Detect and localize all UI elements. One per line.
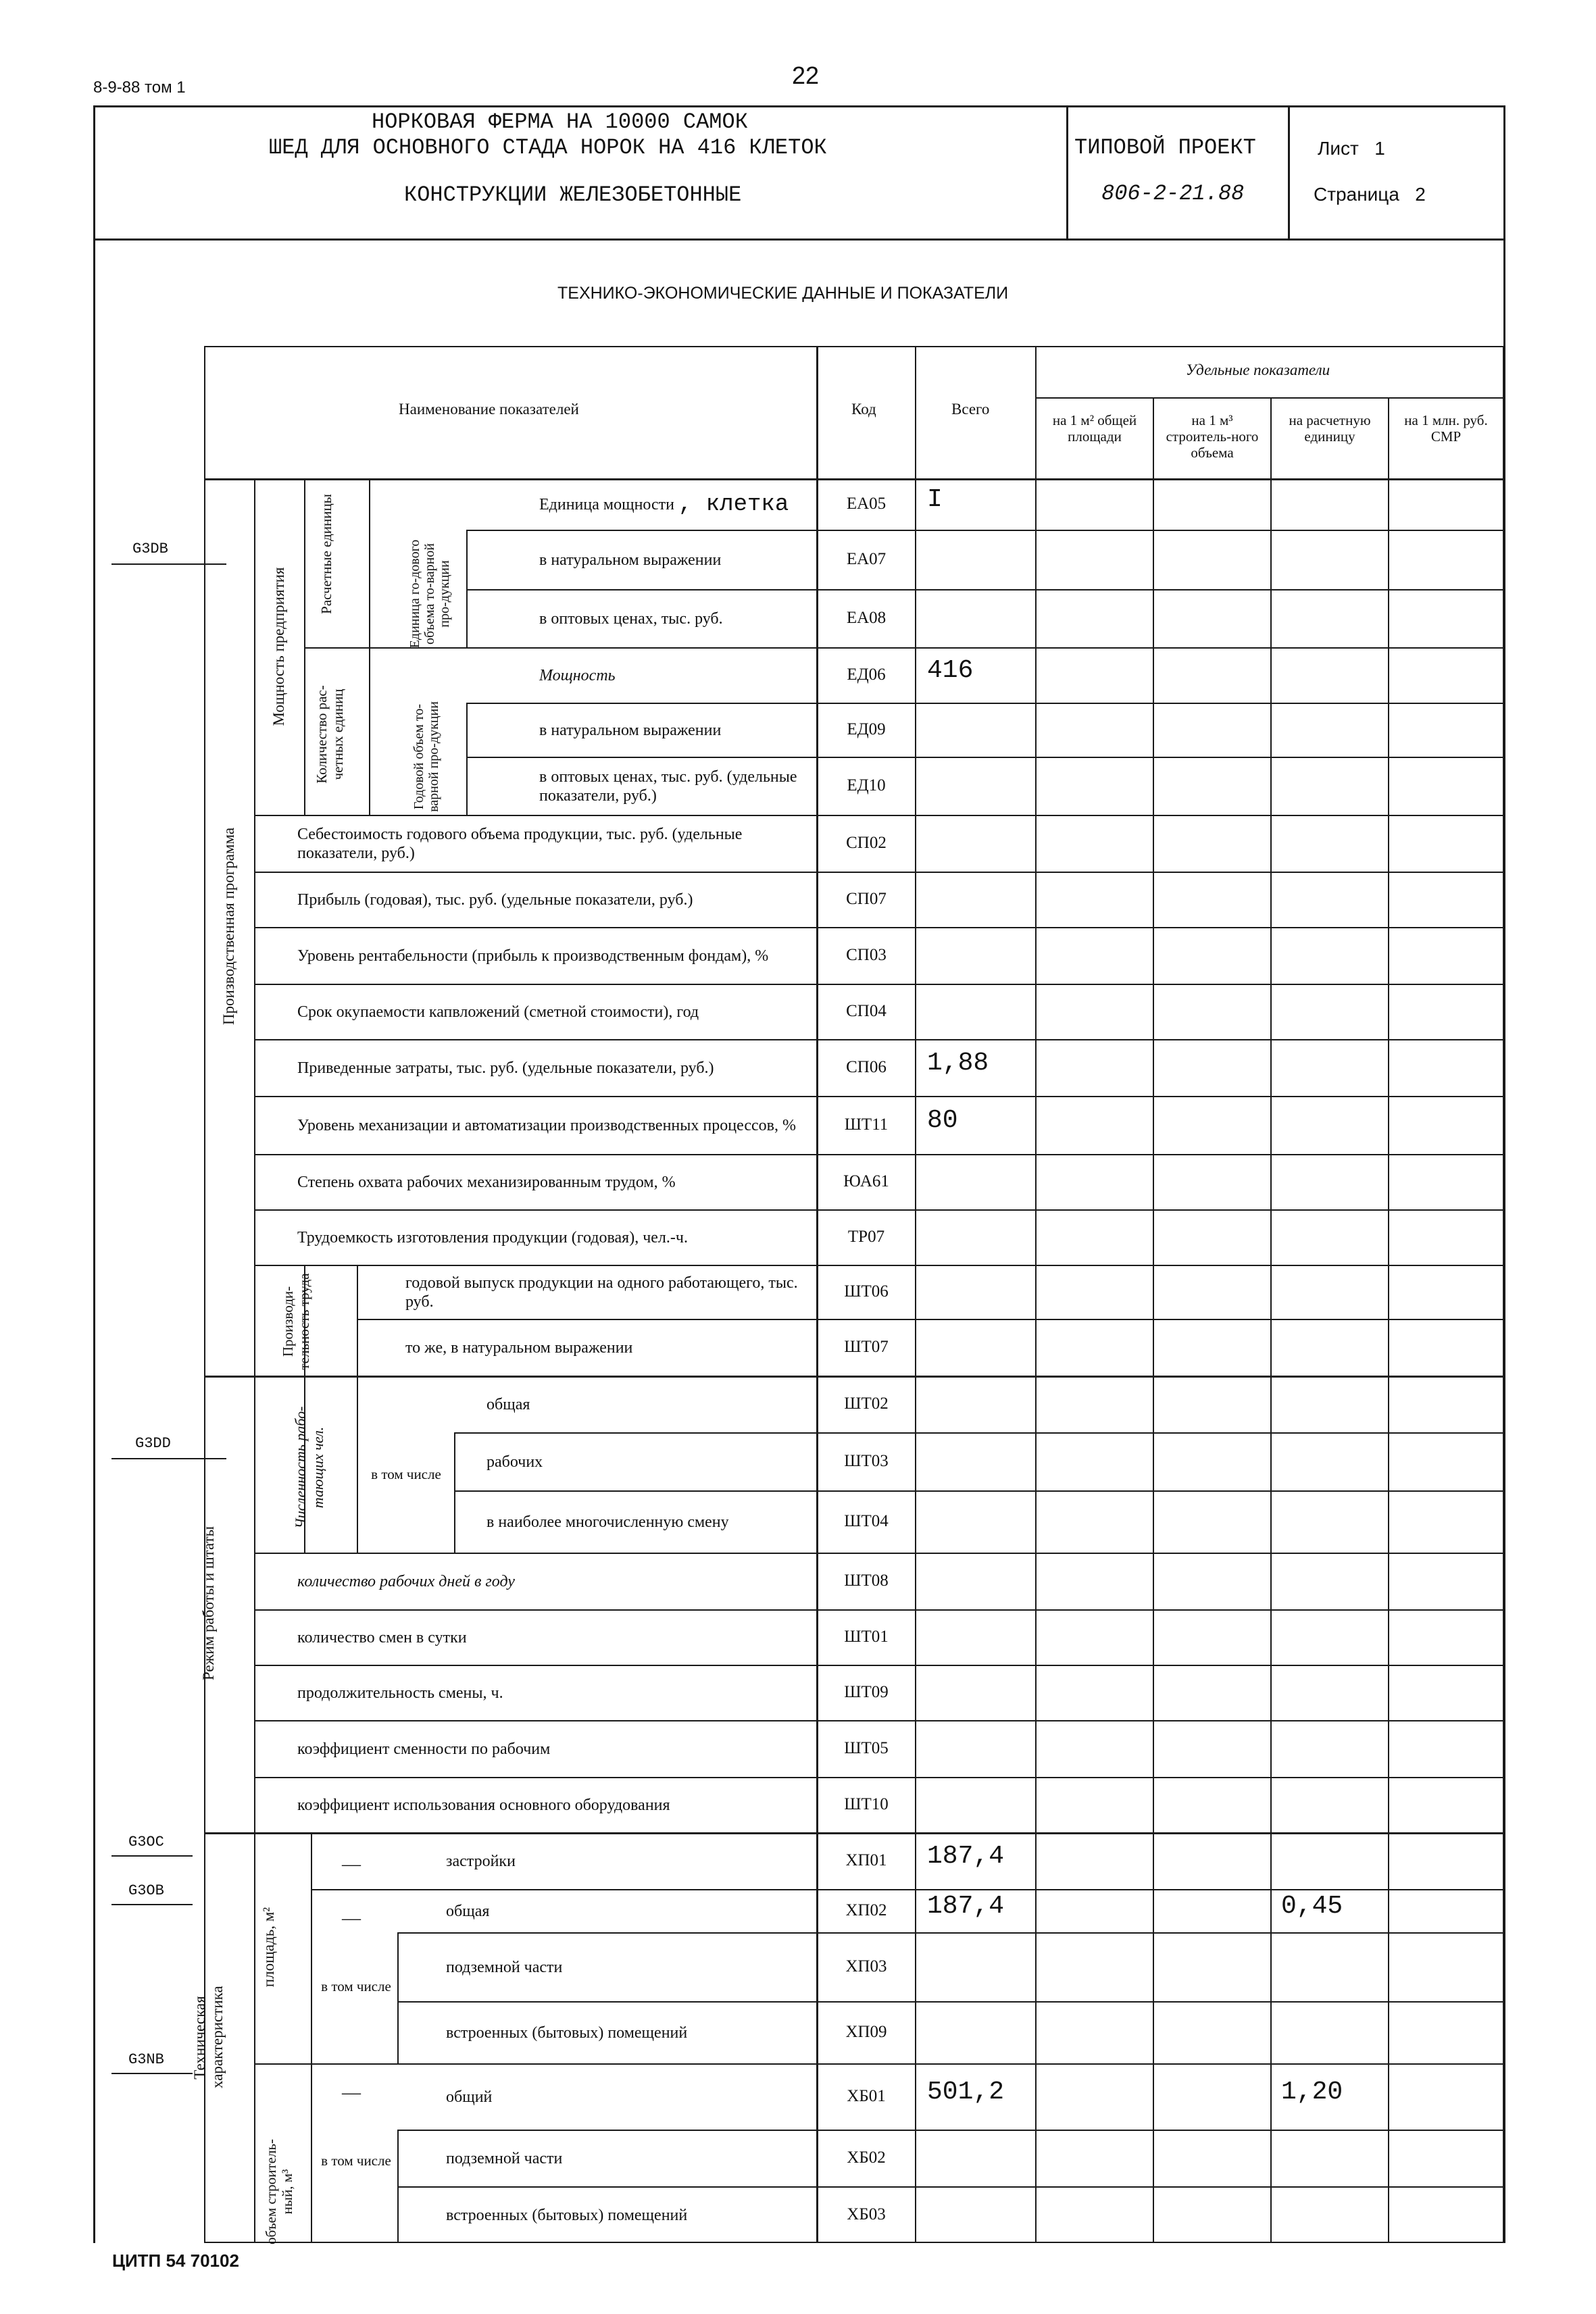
row-label: Срок окупаемости капвложений (сметной стоимости), год — [297, 1003, 699, 1021]
row-label: в наиболее многочисленную смену — [487, 1513, 729, 1531]
row-label: Себестоимость годового объема продукции, тыс. руб. (удельные показатели, руб.) — [297, 826, 743, 862]
col-per-unit-header: на расчетную единицу — [1289, 412, 1371, 445]
row-code: СП06 — [846, 1058, 887, 1076]
including-label-3: в том числе — [321, 2153, 391, 2169]
row-label: Прибыль (годовая), тыс. руб. (удельные показатели, руб.) — [297, 891, 693, 909]
page-label: Страница 2 — [1314, 184, 1426, 205]
col-per-area-header: на 1 м² общей площади — [1052, 412, 1137, 445]
document-reference: 8-9-88 том 1 — [93, 78, 186, 97]
row-total: 187,4 — [927, 1842, 1005, 1871]
row-label: рабочих — [487, 1453, 543, 1471]
title-line-1: НОРКОВАЯ ФЕРМА НА 10000 САМОК — [372, 109, 748, 134]
row-code: ЕА05 — [846, 495, 887, 513]
row-label: Мощность — [539, 667, 616, 684]
row-code: ШТ08 — [844, 1571, 889, 1590]
row-total: 187,4 — [927, 1892, 1005, 1921]
row-code: ШТ02 — [844, 1394, 889, 1413]
row-code: ШТ01 — [844, 1628, 889, 1646]
row-code: СП03 — [846, 946, 887, 964]
group-area: площадь, м² — [260, 1907, 277, 1988]
row-code: ШТ05 — [844, 1739, 889, 1757]
group-enterprise-capacity: Мощность предприятия — [270, 567, 287, 726]
row-code: СП07 — [846, 890, 887, 908]
row-code: ШТ10 — [844, 1795, 889, 1813]
row-label: количество рабочих дней в году — [297, 1573, 515, 1590]
sheet-label: Лист 1 — [1318, 138, 1385, 159]
col-per-volume-header: на 1 м³ строитель-ного объема — [1166, 412, 1259, 461]
row-code: ЕД06 — [847, 665, 886, 684]
row-label: Единица мощности , клетка — [539, 492, 789, 518]
row-label: общая — [446, 1903, 490, 1920]
row-code: СП04 — [846, 1002, 887, 1020]
row-label: Уровень рентабельности (прибыль к производственным фондам), % — [297, 947, 769, 965]
side-code-g3ob: G3OB — [128, 1882, 164, 1899]
row-code: ХБ01 — [847, 2087, 886, 2105]
row-total: 1,88 — [927, 1049, 989, 1078]
row-code: ЕА08 — [846, 609, 887, 627]
project-label: ТИПОВОЙ ПРОЕКТ — [1074, 135, 1256, 160]
row-code: ХП09 — [845, 2023, 887, 2041]
row-code: ХП01 — [845, 1851, 887, 1869]
row-code: ЕД09 — [847, 720, 886, 738]
row-label: подземной части — [446, 1959, 563, 1976]
table-title: ТЕХНИКО-ЭКОНОМИЧЕСКИЕ ДАННЫЕ И ПОКАЗАТЕЛИ — [557, 284, 1009, 303]
row-label: в натуральном выражении — [539, 551, 722, 569]
row-label: в оптовых ценах, тыс. руб. (удельные показатели, руб.) — [539, 768, 797, 805]
group-unit-volume: Единица го-дового объема то-варной про-дукции — [407, 539, 452, 649]
row-code: ШТ03 — [844, 1452, 889, 1470]
col-name-header: Наименование показателей — [399, 401, 579, 418]
row-code: ШТ06 — [844, 1282, 889, 1301]
row-label: продолжительность смены, ч. — [297, 1684, 503, 1702]
row-label: застройки — [446, 1853, 516, 1870]
group-calc-units-count: Количество рас-четных единиц — [314, 685, 346, 784]
row-code: ШТ11 — [844, 1115, 889, 1134]
row-per-unit: 0,45 — [1281, 1892, 1343, 1921]
including-label-2: в том числе — [321, 1978, 391, 1994]
row-per-unit: 1,20 — [1281, 2078, 1343, 2107]
title-block — [93, 105, 1505, 241]
group-staff-count: Численность рабо-тающих чел. — [292, 1406, 326, 1529]
row-code: ШТ07 — [844, 1338, 889, 1356]
row-label: в натуральном выражении — [539, 722, 722, 739]
row-label: общая — [487, 1396, 530, 1413]
group-production-program: Производственная программа — [220, 827, 237, 1026]
side-code-g3oc: G3OC — [128, 1834, 164, 1851]
row-label: встроенных (бытовых) помещений — [446, 2207, 688, 2224]
row-label: Приведенные затраты, тыс. руб. (удельные показатели, руб.) — [297, 1059, 714, 1077]
col-per-mln-header: на 1 млн. руб. СМР — [1404, 412, 1488, 445]
side-code-g3db: G3DB — [132, 540, 168, 557]
group-building-volume: объем строитель-ный, м³ — [263, 2139, 295, 2244]
group-annual-volume: Годовой объем то-варной про-дукции — [412, 701, 441, 812]
row-label: Степень охвата рабочих механизированным трудом, % — [297, 1174, 676, 1191]
page-number: 22 — [792, 61, 820, 89]
dash-mark: — — [342, 1908, 361, 1929]
row-label: Трудоемкость изготовления продукции (годовая), чел.-ч. — [297, 1229, 688, 1247]
row-total: 416 — [927, 656, 974, 685]
row-total: 501,2 — [927, 2078, 1005, 2107]
row-label: коэффициент сменности по рабочим — [297, 1740, 551, 1758]
row-label: подземной части — [446, 2150, 563, 2167]
dash-mark: — — [342, 2082, 361, 2103]
row-unit: , клетка — [678, 492, 789, 518]
row-total: I — [927, 485, 943, 514]
side-code-g3nb: G3NB — [128, 2051, 164, 2068]
group-work-regime: Режим работы и штаты — [200, 1526, 217, 1681]
title-line-3: КОНСТРУКЦИИ ЖЕЛЕЗОБЕТОННЫЕ — [404, 182, 742, 207]
row-label: в оптовых ценах, тыс. руб. — [539, 610, 723, 628]
row-code: ХП02 — [845, 1901, 887, 1919]
row-code: ХБ02 — [847, 2148, 886, 2167]
col-code-header: Код — [851, 401, 876, 418]
group-calc-units: Расчетные единицы — [318, 494, 334, 614]
col-total-header: Всего — [951, 401, 990, 418]
side-code-g3dd: G3DD — [135, 1435, 171, 1452]
row-code: СП02 — [846, 834, 887, 852]
group-tech-characteristic: Техническая характеристика — [191, 1986, 226, 2088]
row-label: количество смен в сутки — [297, 1629, 467, 1646]
row-code: ТР07 — [847, 1228, 885, 1246]
dash-mark: — — [342, 1854, 361, 1875]
row-label: общий — [446, 2088, 493, 2106]
row-label: Уровень механизации и автоматизации производственных процессов, % — [297, 1117, 796, 1134]
title-line-2: ШЕД ДЛЯ ОСНОВНОГО СТАДА НОРОК НА 416 КЛЕТОК — [269, 135, 827, 160]
row-code: ШТ09 — [844, 1683, 889, 1701]
including-label-1: в том числе — [371, 1466, 441, 1482]
row-code: ЕА07 — [846, 550, 887, 568]
row-code: ЮА61 — [843, 1172, 889, 1190]
row-label: встроенных (бытовых) помещений — [446, 2024, 688, 2042]
row-code: ЕД10 — [847, 776, 886, 795]
footer-code: ЦИТП 54 70102 — [112, 2250, 239, 2271]
row-total: 80 — [927, 1106, 958, 1135]
row-code: ШТ04 — [844, 1512, 889, 1530]
group-labor-productivity: Производи-тельность труда — [280, 1273, 312, 1370]
project-number: 806-2-21.88 — [1101, 181, 1245, 206]
row-code: ХП03 — [845, 1957, 887, 1976]
row-code: ХБ03 — [847, 2205, 886, 2223]
row-label: коэффициент использования основного оборудования — [297, 1796, 670, 1814]
row-label: годовой выпуск продукции на одного работающего, тыс. руб. — [405, 1274, 798, 1311]
col-specific-header: Удельные показатели — [1186, 361, 1330, 378]
row-label: то же, в натуральном выражении — [405, 1339, 633, 1357]
